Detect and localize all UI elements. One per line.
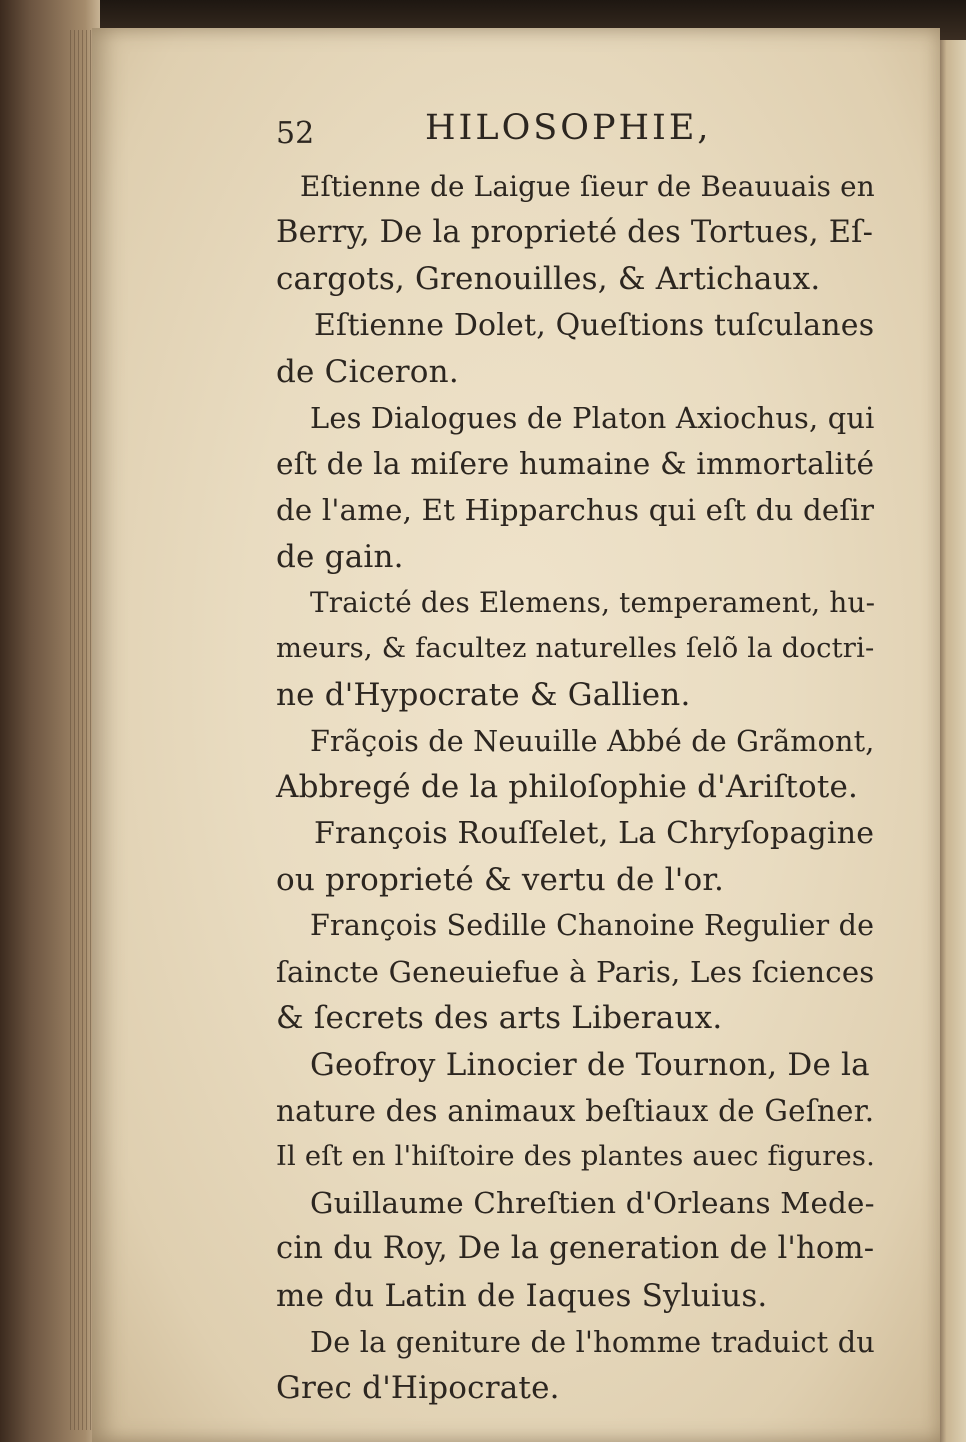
text-line: nature des animaux beſtiaux de Geſner. <box>276 1093 875 1128</box>
text-line: Les Dialogues de Platon Axiochus, qui <box>310 400 875 435</box>
text-line: Abbregé de la philoſophie d'Ariſtote. <box>276 769 859 806</box>
header-title: HILOSOPHIE, <box>425 108 712 148</box>
facing-page-edge <box>936 40 966 1442</box>
page-text <box>180 108 880 1411</box>
text-line: cin du Roy, De la generation de l'hom- <box>276 1231 875 1267</box>
text-line: ſaincte Geneuiefue à Paris, Les ſciences <box>276 955 875 990</box>
text-line: François Sedille Chanoine Regulier de <box>310 909 875 942</box>
text-line: Grec d'Hipocrate. <box>276 1369 560 1406</box>
text-line: Berry, De la proprieté des Tortues, Eſ- <box>276 215 874 251</box>
text-line: Frãçois de Neuuille Abbé de Grãmont, <box>310 724 875 759</box>
text-line: Il eſt en l'hiſtoire des plantes auec figures. <box>276 1140 875 1172</box>
text-line: eſt de la miſere humaine & immortalité <box>276 446 875 482</box>
text-line: Geofroy Linocier de Tournon, De la <box>310 1046 870 1083</box>
text-line: de l'ame, Et Hipparchus qui eſt du deſir <box>276 493 875 528</box>
text-line: ne d'Hypocrate & Gallien. <box>276 677 691 714</box>
page-number: 52 <box>276 116 315 151</box>
text-line: de Ciceron. <box>276 353 459 390</box>
text-line: meurs, & facultez naturelles ſelõ la doctri- <box>276 632 875 664</box>
running-head <box>180 108 880 164</box>
text-line: Guillaume Chreſtien d'Orleans Mede- <box>310 1186 875 1221</box>
text-line: Eſtienne de Laigue ſieur de Beauuais en <box>300 170 875 203</box>
text-line: ou proprieté & vertu de l'or. <box>276 861 725 898</box>
text-line: Eſtienne Dolet, Queſtions tuſculanes <box>314 307 875 343</box>
text-line: François Rouſſelet, La Chryſopagine <box>314 815 875 851</box>
text-line: De la geniture de l'homme traduict du <box>310 1324 875 1359</box>
text-line: cargots, Grenouilles, & Artichaux. <box>276 261 821 298</box>
text-line: Traicté des Elemens, temperament, hu- <box>310 585 876 619</box>
text-line: me du Latin de Iaques Syluius. <box>276 1277 768 1314</box>
text-line: & ſecrets des arts Liberaux. <box>276 1000 723 1037</box>
text-line: de gain. <box>276 538 404 575</box>
